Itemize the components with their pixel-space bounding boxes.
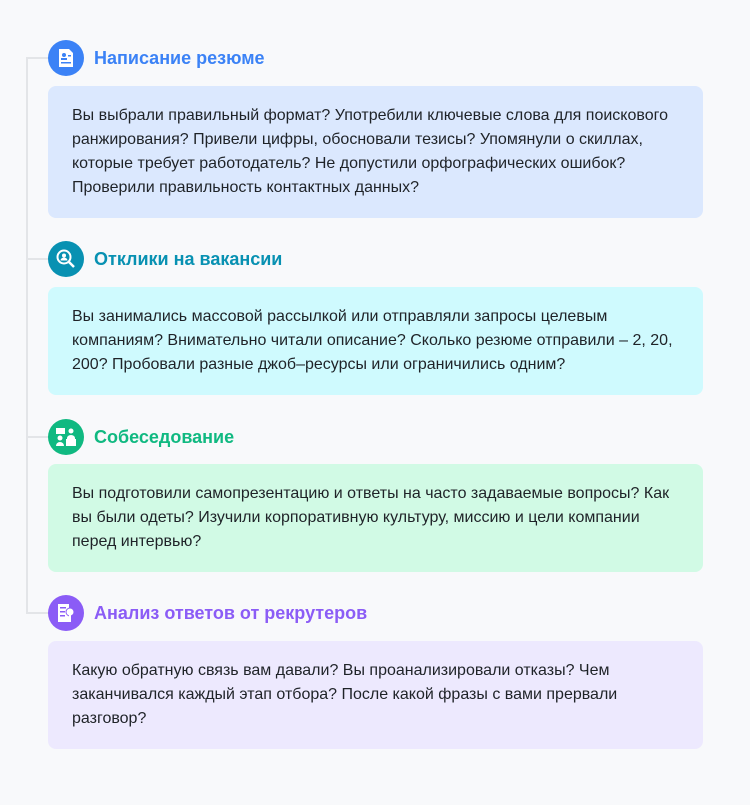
timeline-connector [26, 57, 50, 59]
analysis-icon [48, 595, 84, 631]
timeline-connector [26, 612, 50, 614]
section-title: Собеседование [94, 426, 235, 447]
timeline-line [26, 57, 28, 614]
section-title: Отклики на вакансии [94, 248, 283, 269]
section-header-interview [48, 419, 234, 455]
section-card: Вы подготовили самопрезентацию и ответы на часто задаваемые вопросы? Как вы были одеты? Изучили корпоративную культуру, миссию и цели компании перед интервью? [48, 464, 703, 572]
section-header-analysis [48, 595, 367, 631]
section-card: Вы выбрали правильный формат? Употребили ключевые слова для поискового ранжирования? Привели цифры, обосновали тезисы? Упомянули о скиллах, которые требует работодатель? Не допустили орфографических ошибок? Проверили правильность контактных данных? [48, 86, 703, 218]
timeline-connector [26, 436, 50, 438]
interview-icon [48, 419, 84, 455]
search-user-icon [48, 241, 84, 277]
resume-icon [48, 40, 84, 76]
section-header-applications [48, 241, 282, 277]
section-title: Анализ ответов от рекрутеров [94, 602, 368, 623]
section-card: Вы занимались массовой рассылкой или отправляли запросы целевым компаниям? Внимательно читали описание? Сколько резюме отправили – 2, 20, 200? Пробовали разные джоб–ресурсы или ограничились одним? [48, 287, 703, 395]
section-header-resume [48, 40, 265, 76]
section-title: Написание резюме [94, 47, 265, 68]
timeline-connector [26, 258, 50, 260]
section-card: Какую обратную связь вам давали? Вы проанализировали отказы? Чем заканчивался каждый этап отбора? После какой фразы с вами прервали разговор? [48, 641, 703, 749]
